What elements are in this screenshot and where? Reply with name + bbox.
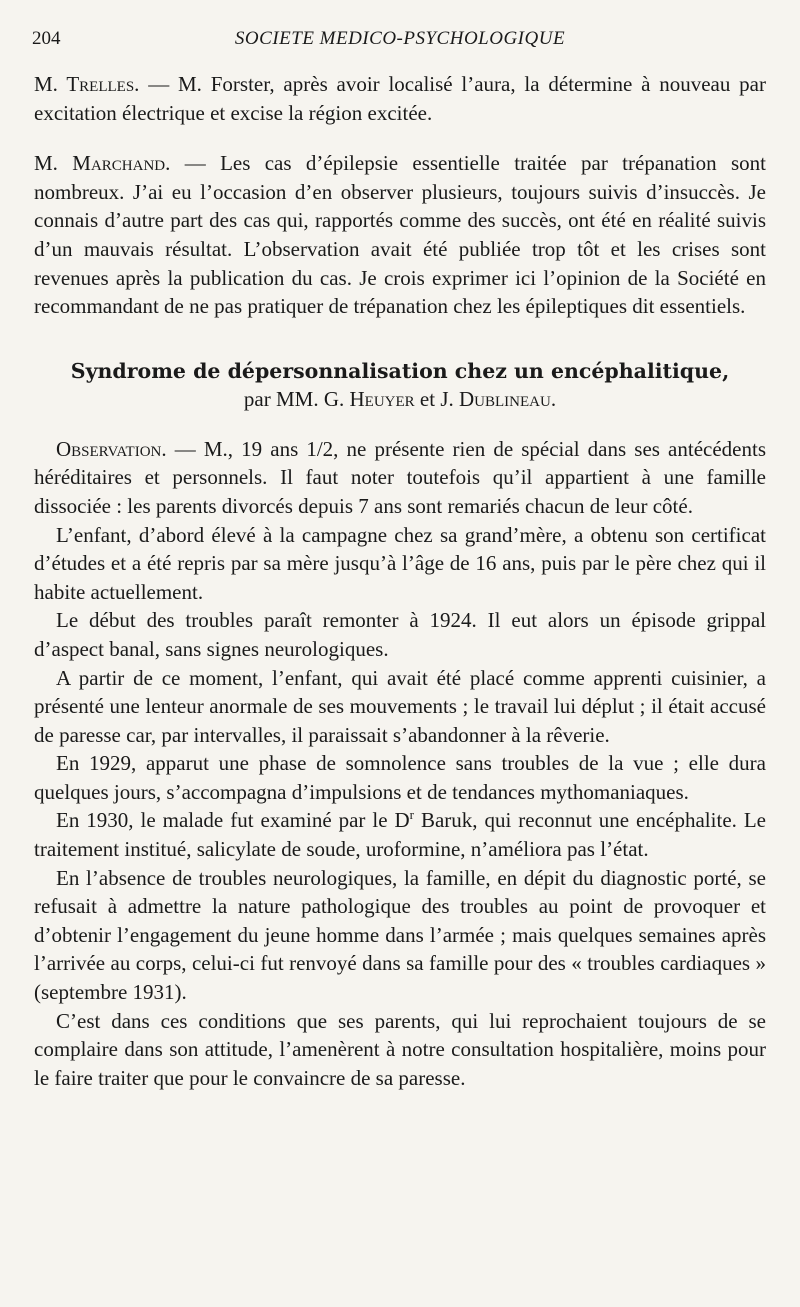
discussion-marchand xyxy=(34,149,766,321)
body-text xyxy=(34,70,766,1092)
author-name: Heuyer xyxy=(349,386,415,411)
speaker-name: M. Trelles. xyxy=(34,72,140,96)
speaker-remark: — M. Forster, après avoir localisé l’aura, la détermine à nouveau par excitation électrique et excise la région excitée. xyxy=(34,72,766,125)
speaker-name: M. Marchand. xyxy=(34,151,171,176)
page-header xyxy=(32,28,768,58)
body-paragraph-baruk xyxy=(34,806,766,863)
article-byline xyxy=(34,385,766,413)
body-paragraph: En l’absence de troubles neurologiques, la famille, en dépit du diagnostic porté, se refusait à admettre la nature pathologique des troubles au point de provoquer et d’obtenir l’engagement du jeune homme dans l’armée ; mais quelques semaines après l’arrivée au corps, celui-ci fut renvoyé dans sa famille pour des « troubles cardiaques » (septembre 1931). xyxy=(34,865,766,1005)
body-paragraph: En 1929, apparut une phase de somnolence sans troubles de la vue ; elle dura quelques jours, s’accompagna d’impulsions et de tendances mythomaniaques. xyxy=(34,751,766,804)
article-title: Syndrome de dépersonnalisation chez un encéphalitique, xyxy=(70,358,730,383)
speaker-remark: — Les cas d’épilepsie essentielle traitée par trépanation sont nombreux. J’ai eu l’occasion d’en observer plusieurs, toujours suivis d’insuccès. Je connais d’autre part des cas qui, rapportés comme des succès, ont été en réalité suivis d’un mauvais résultat. L’observation avait été publiée trop tôt et les crises sont revenues après la publication du cas. Je crois exprimer ici l’opinion de la Société en recommandant de ne pas pratiquer de trépanation chez les épileptiques dit essentiels. xyxy=(34,151,766,319)
baruk-text-after: Baruk, qui reconnut une encéphalite. Le traitement institué, salicylate de soude, uroformine, n’améliora pas l’état. xyxy=(34,808,766,862)
page-number: 204 xyxy=(32,28,61,49)
observation-label: Observation. xyxy=(56,436,167,461)
doctor-abbrev-sup: r xyxy=(409,807,415,823)
byline-mid: et J. xyxy=(414,386,459,411)
body-paragraph: L’enfant, d’abord élevé à la campagne chez sa grand’mère, a obtenu son certificat d’études et a été repris par sa mère jusqu’à l’âge de 16 ans, puis par le père chez qui il habite actuellement. xyxy=(34,522,766,604)
author-name: Dublineau xyxy=(459,386,551,411)
byline-suffix: . xyxy=(550,386,557,411)
body-paragraph: Le début des troubles paraît remonter à 1924. Il eut alors un épisode grippal d’aspect banal, sans signes neurologiques. xyxy=(34,608,766,661)
discussion-trelles xyxy=(34,70,766,127)
baruk-text-before: En 1930, le malade fut examiné par le D xyxy=(56,808,410,833)
observation-paragraph xyxy=(34,435,766,521)
running-head: SOCIETE MEDICO-PSYCHOLOGIQUE xyxy=(234,28,566,49)
body-paragraph: C’est dans ces conditions que ses parents, qui lui reprochaient toujours de se complaire dans son attitude, l’amenèrent à notre consultation hospitalière, moins pour le faire traiter que pour le convaincre de sa paresse. xyxy=(34,1008,766,1090)
observation-text: — M., 19 ans 1/2, ne présente rien de spécial dans ses antécédents héréditaires et personnels. Il faut noter toutefois qu’il appartient à une famille dissociée : les parents divorcés depuis 7 ans sont remariés chacun de leur côté. xyxy=(34,436,766,518)
body-paragraph: A partir de ce moment, l’enfant, qui avait été placé comme apprenti cuisinier, a présenté une lenteur anormale de ses mouvements ; le travail lui déplut ; il était accusé de paresse car, par intervalles, il paraissait s’abandonner à la rêverie. xyxy=(34,665,766,747)
byline-prefix: par MM. G. xyxy=(243,386,350,411)
